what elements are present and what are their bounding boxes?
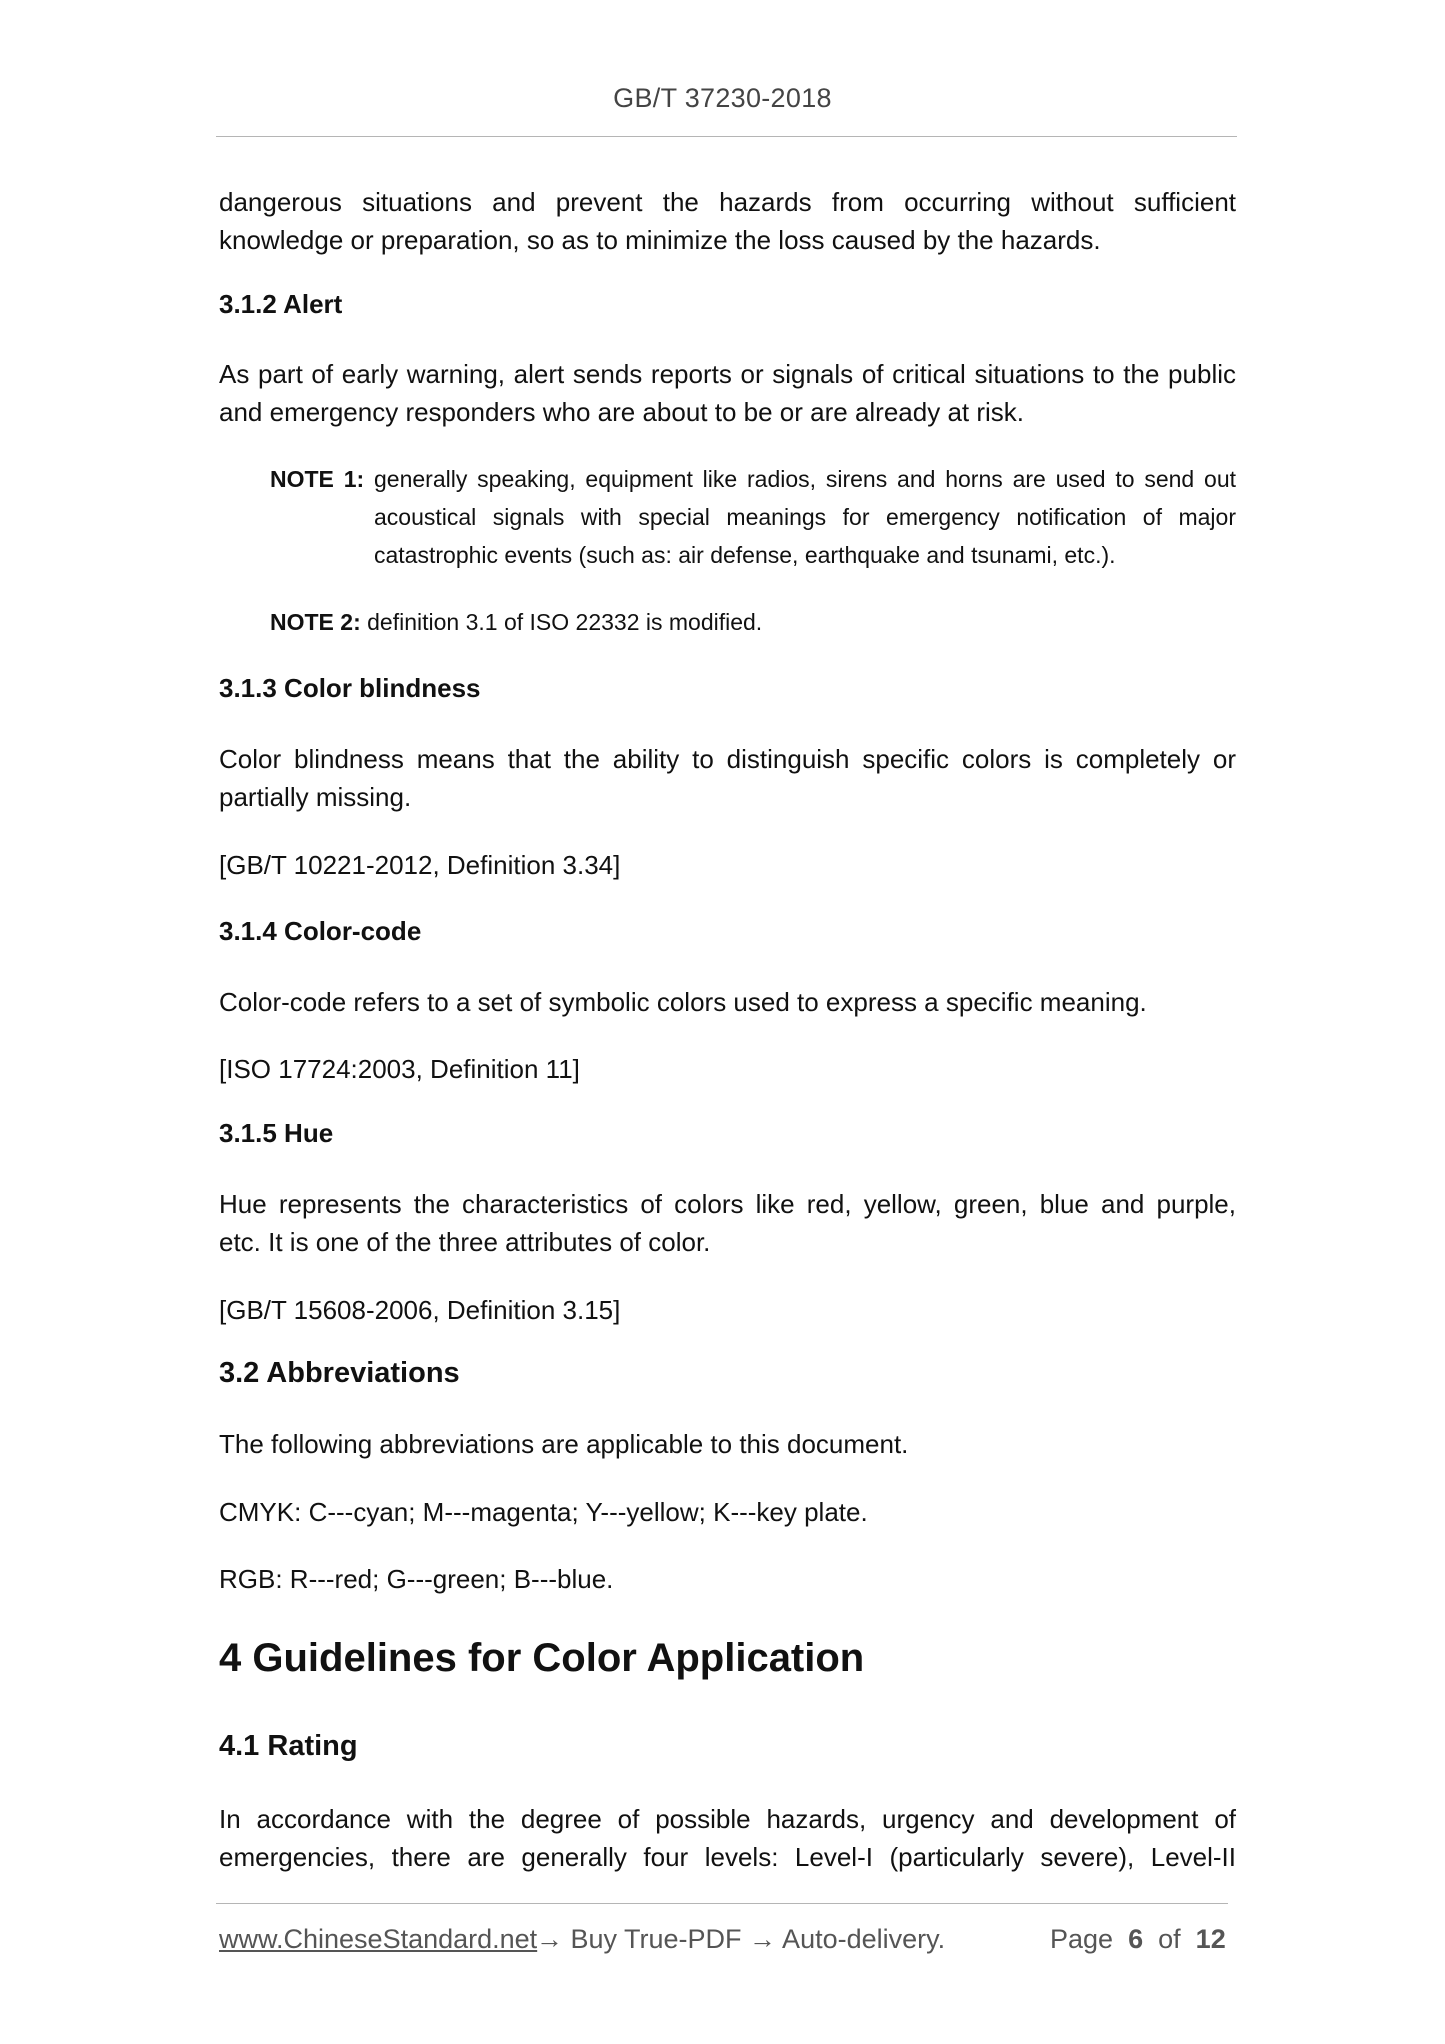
header-doc-id: GB/T 37230-2018 [613,83,832,113]
section-3-1-5-heading: 3.1.5 Hue [219,1118,334,1148]
note-1-line-1 [270,460,1236,498]
section-3-1-5-line-2: etc. It is one of the three attributes of color. [219,1227,711,1257]
section-3-1-3-reference: [GB/T 10221-2012, Definition 3.34] [219,850,621,880]
section-3-1-3-line-1: Color blindness means that the ability to distinguish specific colors is completely or [219,744,1236,774]
header-rule [216,136,1237,137]
section-3-1-5-reference: [GB/T 15608-2006, Definition 3.15] [219,1295,621,1325]
note-1-text-1: generally speaking, equipment like radios, sirens and horns are used to send out [374,466,1237,492]
section-3-1-3-heading: 3.1.3 Color blindness [219,673,481,703]
section-3-1-5-line-1: Hue represents the characteristics of colors like red, yellow, green, blue and purple, [219,1189,1236,1219]
section-3-2-rgb: RGB: R---red; G---green; B---blue. [219,1564,614,1594]
section-3-1-4-heading: 3.1.4 Color-code [219,916,422,946]
section-3-1-2-heading: 3.1.2 Alert [219,289,343,319]
footer-page-indicator [1050,1924,1226,1955]
note-1-line-3: catastrophic events (such as: air defense, earthquake and tsunami, etc.). [374,542,1116,568]
footer-promo: → Buy True-PDF → Auto-delivery. [536,1924,946,1954]
footer-page-number: 6 [1128,1924,1144,1954]
section-4-1-line-2: emergencies, there are generally four levels: Level-I (particularly severe), Level-II [219,1842,1236,1872]
section-3-1-4-text: Color-code refers to a set of symbolic colors used to express a specific meaning. [219,987,1147,1017]
note-2 [270,603,1236,641]
section-3-1-2-line-1: As part of early warning, alert sends reports or signals of critical situations to the public [219,359,1236,389]
intro-line-1: dangerous situations and prevent the hazards from occurring without sufficient [219,187,1236,217]
footer-of-word: of [1158,1924,1181,1954]
section-4-heading: 4 Guidelines for Color Application [219,1636,865,1680]
note-2-text: definition 3.1 of ISO 22332 is modified. [367,609,763,635]
footer-rule [216,1903,1228,1904]
note-1-line-2: acoustical signals with special meanings for emergency notification of major [374,504,1236,530]
section-3-1-2-line-2: and emergency responders who are about to be or are already at risk. [219,397,1025,427]
section-4-1-heading: 4.1 Rating [219,1730,358,1762]
footer-page-total: 12 [1195,1924,1226,1954]
note-2-label: NOTE 2: [270,609,361,635]
section-3-2-cmyk: CMYK: C---cyan; M---magenta; Y---yellow; K---key plate. [219,1497,868,1527]
section-3-2-heading: 3.2 Abbreviations [219,1357,460,1389]
section-3-1-4-reference: [ISO 17724:2003, Definition 11] [219,1054,580,1084]
note-1-label: NOTE 1: [270,466,365,492]
section-3-2-text: The following abbreviations are applicable to this document. [219,1429,909,1459]
intro-line-2: knowledge or preparation, so as to minimize the loss caused by the hazards. [219,225,1101,255]
section-4-1-line-1: In accordance with the degree of possible hazards, urgency and development of [219,1804,1236,1834]
footer-page-word: Page [1050,1924,1114,1954]
section-3-1-3-line-2: partially missing. [219,782,412,812]
footer-website-link[interactable]: www.ChineseStandard.net [219,1924,538,1954]
